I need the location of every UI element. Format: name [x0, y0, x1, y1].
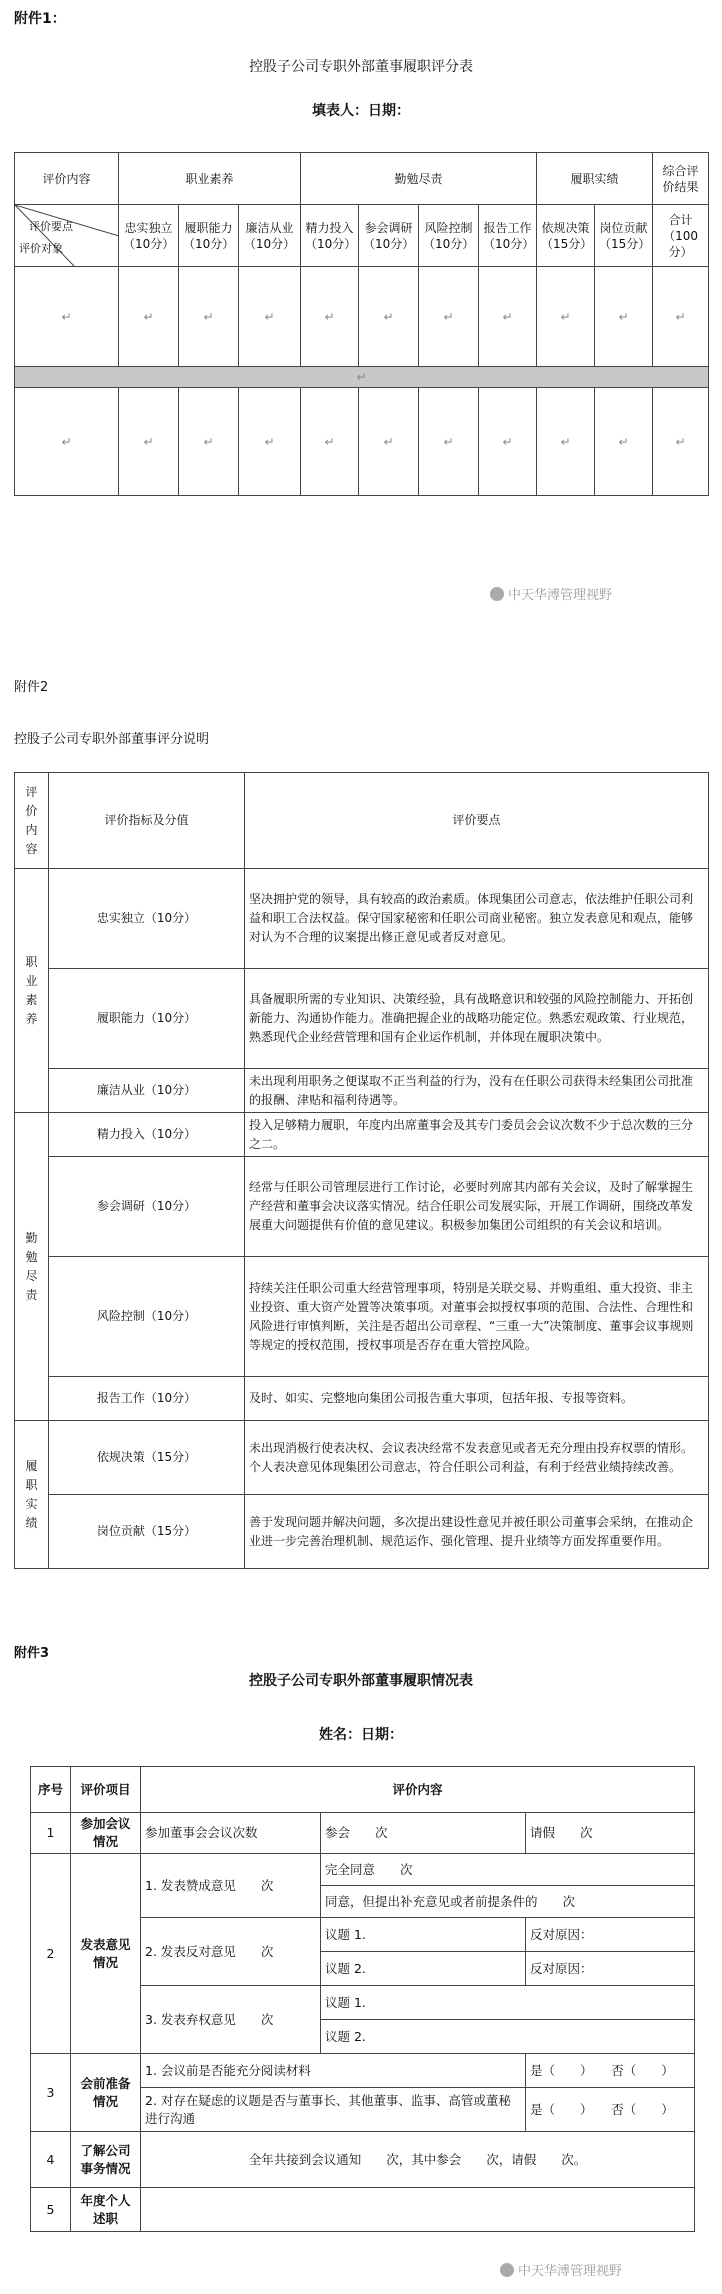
- header-points: 评价要点: [245, 773, 709, 869]
- table-row: 报告工作（10分） 及时、如实、完整地向集团公司报告重大事项，包括年报、专报等资料。: [15, 1377, 709, 1421]
- header-indicator: 评价指标及分值: [49, 773, 245, 869]
- table-row: 2. 发表反对意见 次 议题 1. 反对原因：: [31, 1918, 695, 1952]
- col-loyal: 忠实独立（10分）: [119, 205, 179, 267]
- eval-object-label: 评价对象: [19, 242, 63, 255]
- watermark: 中天华溥管理视野: [500, 2260, 622, 2279]
- col-ability: 履职能力（10分）: [179, 205, 239, 267]
- col-research: 参会调研（10分）: [359, 205, 419, 267]
- annex1-table: [14, 152, 709, 496]
- col-decision: 依规决策（15分）: [537, 205, 595, 267]
- col-energy: 精力投入（10分）: [301, 205, 359, 267]
- header-content: 评价内容: [141, 1767, 695, 1813]
- annex2-table: [14, 772, 709, 1569]
- table-row: 勤勉尽责 精力投入（10分） 投入足够精力履职，年度内出席董事会及其专门委员会会议次数不少于总次数的三分之二。: [15, 1113, 709, 1157]
- table-row: 2 发表意见情况 1. 发表赞成意见 次 完全同意 次: [31, 1854, 695, 1886]
- group-diligent: 勤勉尽责: [15, 1113, 49, 1421]
- wechat-icon: [500, 2263, 514, 2277]
- annex3-title: 控股子公司专职外部董事履职情况表: [249, 1673, 473, 1689]
- annex1-title: 控股子公司专职外部董事履职评分表: [249, 59, 473, 75]
- table-row: 4 了解公司事务情况 全年共接到会议通知 次，其中参会 次，请假 次。: [31, 2132, 695, 2188]
- table-row: 3 会前准备情况 1. 会议前是否能充分阅读材料 是（ ） 否（ ）: [31, 2054, 695, 2088]
- header-eval-content: 评价内容: [15, 773, 49, 869]
- table-row: 廉洁从业（10分） 未出现利用职务之便谋取不正当利益的行为，没有在任职公司获得未经集团公司批准的报酬、津贴和福利待遇等。: [15, 1069, 709, 1113]
- table-row: 3. 发表弃权意见 次 议题 1.: [31, 1986, 695, 2020]
- col-total: 合计（100分）: [653, 205, 709, 267]
- col-risk: 风险控制（10分）: [419, 205, 479, 267]
- col-contribution: 岗位贡献（15分）: [595, 205, 653, 267]
- table-row: 议题 2. 反对原因：: [31, 1952, 695, 1986]
- watermark: 中天华溥管理视野: [490, 584, 612, 603]
- header-overall: 综合评价结果: [653, 153, 709, 205]
- group-professional: 职业素养: [15, 869, 49, 1113]
- header-item: 评价项目: [71, 1767, 141, 1813]
- table-row: 5 年度个人述职: [31, 2188, 695, 2232]
- wechat-icon: [490, 587, 504, 601]
- table-row: ↵ ↵ ↵ ↵ ↵ ↵ ↵ ↵ ↵ ↵ ↵: [15, 267, 709, 367]
- annex1-subtitle: 填表人：日期：: [312, 103, 410, 119]
- annex3-label: 附件3: [14, 1646, 50, 1661]
- col-integrity: 廉洁从业（10分）: [239, 205, 301, 267]
- diag-header-cell: [15, 205, 119, 267]
- annex3-table: [30, 1766, 695, 2232]
- annex3-subtitle: 姓名：日期：: [319, 1727, 403, 1743]
- annex2-label: 附件2: [14, 680, 49, 695]
- diagonal-lines: [15, 205, 119, 267]
- table-row: 2. 对存在疑虑的议题是否与董事长、其他董事、监事、高管或董秘进行沟通 是（ ） 否（ ）: [31, 2088, 695, 2132]
- table-row: ↵ ↵ ↵ ↵ ↵ ↵ ↵ ↵ ↵ ↵ ↵: [15, 388, 709, 496]
- table-row: 同意，但提出补充意见或者前提条件的 次: [31, 1886, 695, 1918]
- group-performance: 履职实绩: [15, 1421, 49, 1569]
- table-row: 1 参加会议情况 参加董事会会议次数 参会 次 请假 次: [31, 1813, 695, 1854]
- table-row: 履职能力（10分） 具备履职所需的专业知识、决策经验，具有战略意识和较强的风险控制能力、开拓创新能力、沟通协作能力。准确把握企业的战略功能定位。熟悉宏观政策、行业规范，熟悉现代企业经营管理和国有企业运作机制，并体现在履职决策中。: [15, 969, 709, 1069]
- header-eval-content: 评价内容: [15, 153, 119, 205]
- header-performance: 履职实绩: [537, 153, 653, 205]
- eval-points-label: 评价要点: [29, 220, 73, 233]
- header-professional: 职业素养: [119, 153, 301, 205]
- annex2-title: 控股子公司专职外部董事评分说明: [14, 732, 210, 747]
- col-report: 报告工作（10分）: [479, 205, 537, 267]
- table-row: 岗位贡献（15分） 善于发现问题并解决问题，多次提出建设性意见并被任职公司董事会采纳，在推动企业进一步完善治理机制、规范运作、强化管理、提升业绩等方面发挥重要作用。: [15, 1495, 709, 1569]
- table-row: 参会调研（10分） 经常与任职公司管理层进行工作讨论，必要时列席其内部有关会议，及时了解掌握生产经营和董事会决议落实情况。结合任职公司发展实际，开展工作调研，围绕改革发展重大问题提供有价值的意见建议。积极参加集团公司组织的有关会议和培训。: [15, 1157, 709, 1257]
- table-row: 风险控制（10分） 持续关注任职公司重大经营管理事项，特别是关联交易、并购重组、重大投资、非主业投资、重大资产处置等决策事项。对董事会拟授权事项的范围、合法性、合理性和风险进行审慎判断，关注是否超出公司章程、“三重一大”决策制度、董事会议事规则等规定的授权范围，授权事项是否存在重大管控风险。: [15, 1257, 709, 1377]
- annex1-label: 附件1：: [14, 11, 66, 27]
- table-row: 职业素养 忠实独立（10分） 坚决拥护党的领导，具有较高的政治素质。体现集团公司意志，依法维护任职公司利益和职工合法权益。保守国家秘密和任职公司商业秘密。独立发表意见和观点，能够对认为不合理的议案提出修正意见或者反对意见。: [15, 869, 709, 969]
- table-row: 议题 2.: [31, 2020, 695, 2054]
- header-diligent: 勤勉尽责: [301, 153, 537, 205]
- table-row: 履职实绩 依规决策（15分） 未出现消极行使表决权、会议表决经常不发表意见或者无充分理由投弃权票的情形。个人表决意见体现集团公司意志，符合任职公司利益，有利于经营业绩持续改善。: [15, 1421, 709, 1495]
- header-no: 序号: [31, 1767, 71, 1813]
- gray-separator-row: ↵: [15, 367, 709, 388]
